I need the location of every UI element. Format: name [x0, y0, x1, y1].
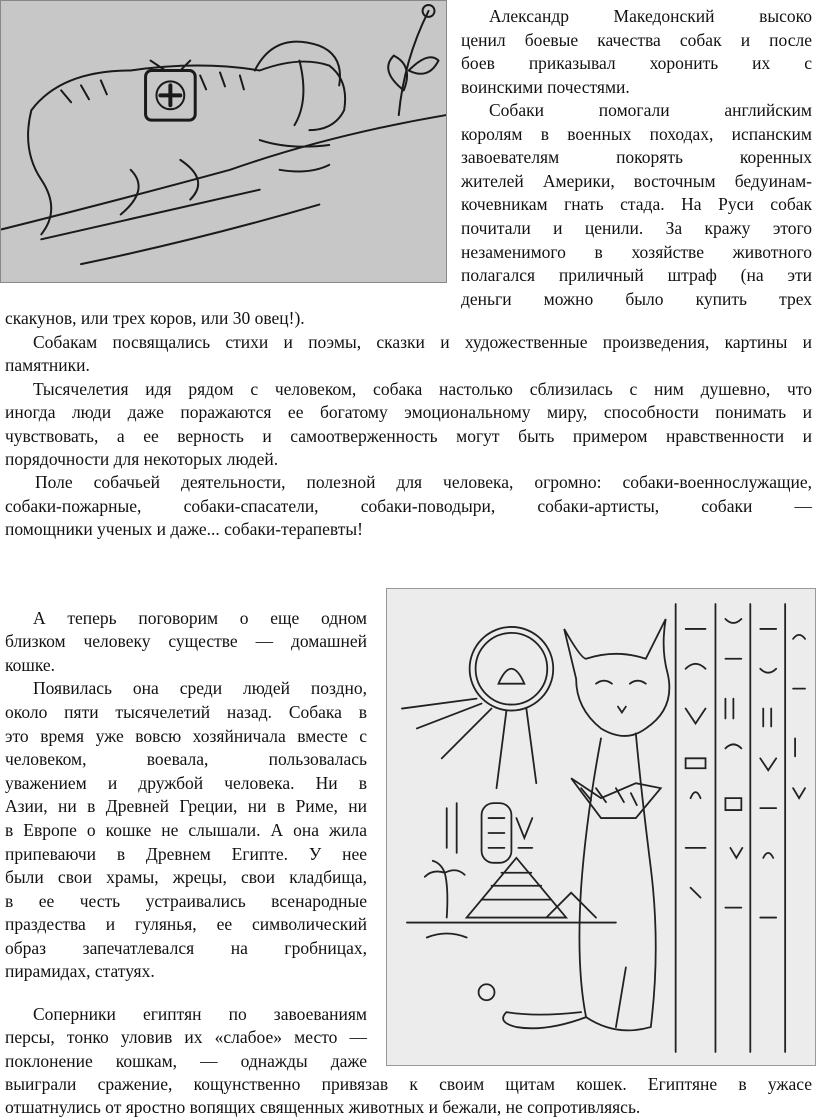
text-line: в ее честь устраивались всенародные	[5, 890, 367, 911]
paragraph-cat-history	[5, 701, 367, 961]
text-line: припеваючи в Древнем Египте. У нее	[5, 843, 367, 864]
text-line: ценил боевые качества собак и после	[461, 29, 812, 50]
text-line: кочевникам гнать стада. На Руси собак	[461, 194, 812, 215]
egyptian-cat-illustration	[386, 588, 816, 1066]
text-line: Появилась она среди людей поздно,	[33, 678, 367, 698]
text-line: завоевателям покорять коренных	[461, 147, 812, 168]
text-line: деньги можно было купить трех	[461, 288, 812, 309]
text-line: незаменимого в хозяйстве животного	[461, 241, 812, 262]
text-line: Собакам посвящались стихи и поэмы, сказки и художественные произведения, картины и	[33, 332, 812, 352]
text-line: выиграли сражение, кощунственно привязав к своим щитам кошек. Египтяне в ужасе	[5, 1074, 812, 1094]
text-line: близком человеку существе — домашней	[5, 631, 367, 651]
paragraph-alexander	[461, 5, 812, 76]
text-line: полагался приличный штраф (на эти	[461, 265, 812, 286]
text-line: были свои храмы, жрецы, свои кладбища,	[5, 867, 367, 888]
text-line: образ запечатлевался на гробницах,	[5, 937, 367, 958]
text-line: поклонение кошкам, — однажды даже	[5, 1051, 367, 1071]
text-line: королям в военных походах, испанским	[461, 123, 812, 144]
text-line: скакунов, или трех коров, или 30 овец!).	[5, 308, 305, 328]
text-line: Соперники египтян по завоеваниям	[33, 1004, 367, 1024]
text-line: собаки-пожарные, собаки-спасатели, собаки-поводыри, собаки-артисты, собаки —	[5, 496, 812, 516]
text-line: помощники ученых и даже... собаки-терапевты!	[5, 519, 363, 539]
text-line: уважением и дружбой человека. Ни в	[5, 772, 367, 793]
text-line: Азии, ни в Древней Греции, ни в Риме, ни	[5, 796, 367, 817]
text-line: Собаки помогали английским	[489, 100, 812, 120]
text-line: воинскими почестями.	[461, 77, 630, 97]
dog-illustration	[0, 0, 447, 283]
text-line: около пяти тысячелетий назад. Собака в	[5, 702, 367, 722]
dog-drawing	[1, 1, 446, 282]
text-line: в Европе о кошке не слышали. А она жила	[5, 819, 367, 840]
text-line: иногда люди даже поражаются ее богатому эмоциональному миру, способности понимать и	[5, 402, 812, 422]
text-line: отшатнулись от яростно вопящих священных животных и бежали, не сопротивляясь.	[5, 1097, 641, 1117]
text-line: человеком, воевала, пользовалась	[5, 749, 367, 770]
text-line: памятники.	[5, 355, 90, 375]
text-line: кошке.	[5, 655, 56, 675]
text-line: Поле собачьей деятельности, полезной для человека, огромно: собаки-военнослужащие,	[35, 472, 812, 492]
text-line: Александр Македонский высоко	[489, 6, 812, 26]
text-line: праздества и гулянья, ее символический	[5, 914, 367, 935]
text-line: Тысячелетия идя рядом с человеком, собака настолько сблизилась с ним душевно, что	[33, 379, 812, 399]
text-line: это время уже вовсю хозяйничала вместе с	[5, 725, 367, 746]
text-line: пирамидах, статуях.	[5, 961, 155, 981]
text-line: жителей Америки, восточным бедуинам-	[461, 170, 812, 191]
text-line: А теперь поговорим о еще одном	[33, 608, 367, 628]
text-line: персы, тонко уловив их «слабое» место —	[5, 1027, 367, 1047]
paragraph-dogs-helped	[461, 99, 812, 311]
text-line: почитали и ценили. За кражу этого	[461, 217, 812, 238]
text-line: чувствовать, а ее верность и самоотверженность могут быть примером нравственности и	[5, 426, 812, 446]
text-line: порядочности для некоторых людей.	[5, 449, 279, 469]
cat-drawing	[387, 589, 815, 1065]
text-line: боев приказывал хоронить их с	[461, 53, 812, 74]
